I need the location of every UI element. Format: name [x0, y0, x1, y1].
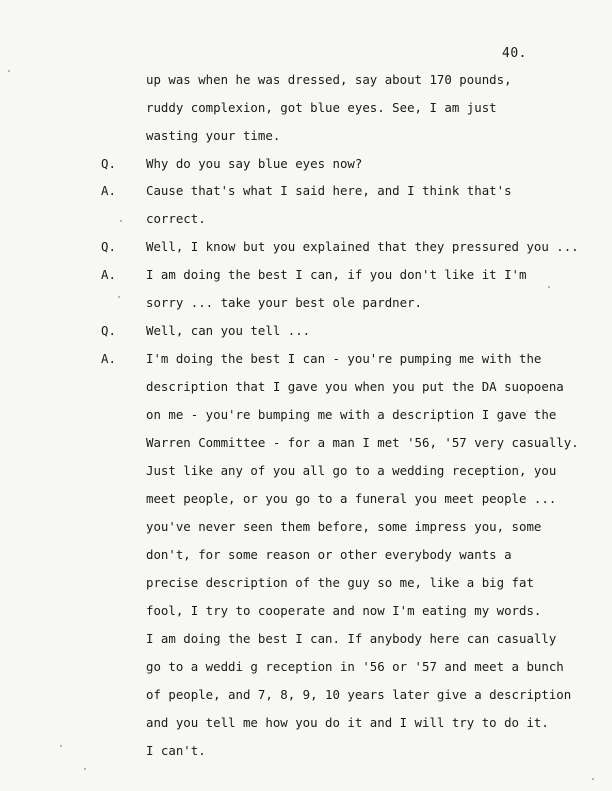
speaker-label: A.	[101, 267, 116, 282]
transcript-line: Why do you say blue eyes now?	[146, 156, 363, 171]
scan-speck	[592, 778, 594, 780]
transcript-line: Just like any of you all go to a wedding reception, you	[146, 463, 557, 478]
transcript-line: up was when he was dressed, say about 170 pounds,	[146, 72, 512, 87]
transcript-line: Well, can you tell ...	[146, 323, 311, 338]
scan-speck	[548, 286, 550, 288]
transcript-line: meet people, or you go to a funeral you meet people ...	[146, 491, 557, 506]
transcript-line: Warren Committee - for a man I met '56, '57 very casually.	[146, 435, 579, 450]
speaker-label: Q.	[101, 323, 116, 338]
transcript-line: Well, I know but you explained that they pressured you ...	[146, 239, 579, 254]
transcript-line: you've never seen them before, some impress you, some	[146, 519, 542, 534]
transcript-line: I am doing the best I can. If anybody here can casually	[146, 631, 557, 646]
transcript-line: on me - you're bumping me with a description I gave the	[146, 407, 557, 422]
scan-speck	[8, 70, 10, 72]
transcript-line: and you tell me how you do it and I will try to do it.	[146, 715, 549, 730]
transcript-line: precise description of the guy so me, like a big fat	[146, 575, 534, 590]
transcript-line: wasting your time.	[146, 128, 281, 143]
speaker-label: A.	[101, 351, 116, 366]
transcript-line: Cause that's what I said here, and I think that's	[146, 183, 512, 198]
transcript-line: fool, I try to cooperate and now I'm eating my words.	[146, 603, 542, 618]
transcript-line: of people, and 7, 8, 9, 10 years later give a description	[146, 687, 572, 702]
speaker-label: Q.	[101, 239, 116, 254]
transcript-line: I am doing the best I can, if you don't like it I'm	[146, 267, 527, 282]
page-number: 40.	[502, 46, 527, 61]
transcript-line: description that I gave you when you put the DA suopoena	[146, 379, 564, 394]
speaker-label: A.	[101, 183, 116, 198]
transcript-line: I'm doing the best I can - you're pumping me with the	[146, 351, 542, 366]
transcript-line: sorry ... take your best ole pardner.	[146, 295, 423, 310]
transcript-line: go to a weddi g reception in '56 or '57 and meet a bunch	[146, 659, 564, 674]
speaker-label: Q.	[101, 156, 116, 171]
transcript-line: correct.	[146, 211, 206, 226]
transcript-line: ruddy complexion, got blue eyes. See, I am just	[146, 100, 497, 115]
scan-speck	[60, 745, 62, 747]
transcript-line: don't, for some reason or other everybody wants a	[146, 547, 512, 562]
scan-speck	[120, 220, 122, 222]
scan-speck	[118, 296, 120, 298]
scan-speck	[84, 768, 86, 770]
transcript-line: I can't.	[146, 743, 206, 758]
